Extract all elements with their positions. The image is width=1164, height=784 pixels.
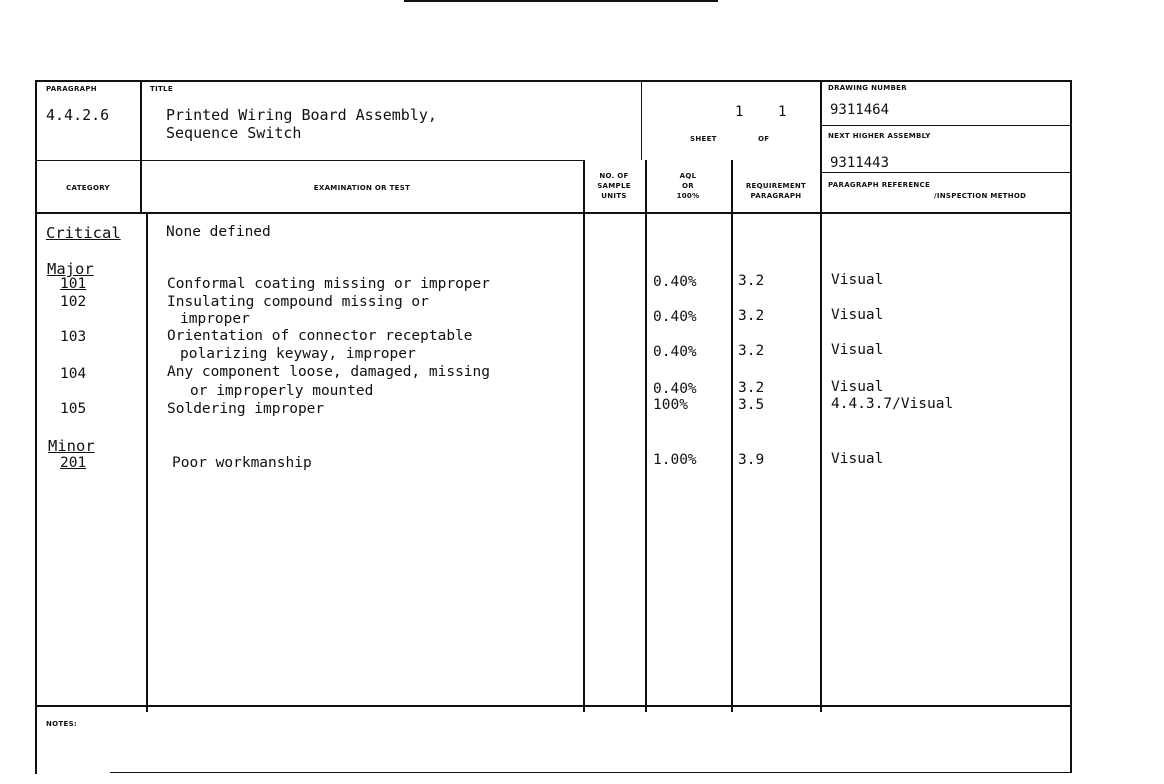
row-102-code: 102 [60,294,87,310]
row-201-desc: Poor workmanship [172,455,312,471]
row-102-aql: 0.40% [653,309,697,325]
next-higher-label: NEXT HIGHER ASSEMBLY [828,132,931,140]
col-sep-title [641,80,642,160]
requirement-header-1: REQUIREMENT [745,182,807,190]
header-divider [35,160,583,161]
examination-header: EXAMINATION OR TEST [313,184,411,192]
row-103-desc-1: Orientation of connector receptable [167,328,473,344]
category-critical: Critical [46,224,121,242]
row-105-code: 105 [60,401,87,417]
row-101-aql: 0.40% [653,274,697,290]
reference-header-1: PARAGRAPH REFERENCE [828,181,931,189]
frame-bottom [110,772,1072,773]
drawing-number-label: DRAWING NUMBER [828,84,907,92]
row-105-req: 3.5 [738,397,765,413]
title-line1: Printed Wiring Board Assembly, [166,106,437,124]
row-101-code: 101 [60,276,87,292]
row-102-desc-1: Insulating compound missing or [167,294,429,310]
col-sep-req [820,80,822,712]
row-104-desc-1: Any component loose, damaged, missing [167,364,491,380]
paragraph-label: PARAGRAPH [46,85,97,93]
row-201-method: Visual [831,451,884,467]
reference-header-2: /INSPECTION METHOD [934,192,1027,200]
sample-units-header-3: UNITS [601,192,627,200]
aql-header-1: AQL [679,172,697,180]
row-201-req: 3.9 [738,452,765,468]
col-sep-category [140,80,142,214]
frame-right [1070,80,1072,772]
sheet-total: 1 [778,104,787,120]
paragraph-value: 4.4.2.6 [46,106,110,124]
row-104-req: 3.2 [738,380,765,396]
sheet-label: SHEET [690,135,717,143]
col-sep-exam [583,160,585,712]
requirement-header-2: PARAGRAPH [750,192,802,200]
row-105-aql: 100% [653,397,688,413]
row-104-code: 104 [60,366,87,382]
top-rule [404,0,718,2]
column-header-bottom [35,212,1071,214]
row-101-desc: Conformal coating missing or improper [167,276,491,292]
next-higher-divider [820,172,1071,173]
title-label: TITLE [150,85,173,93]
row-102-method: Visual [831,307,884,323]
category-header: CATEGORY [66,184,110,192]
notes-label: NOTES: [46,720,78,728]
row-103-aql: 0.40% [653,344,697,360]
row-105-desc: Soldering improper [167,401,325,417]
title-line2: Sequence Switch [166,124,302,142]
drawing-number: 9311464 [830,102,890,118]
sheet-number: 1 [735,104,744,120]
row-104-aql: 0.40% [653,381,697,397]
critical-description: None defined [166,224,271,240]
col-sep-aql [731,160,733,712]
row-102-req: 3.2 [738,308,765,324]
row-201-aql: 1.00% [653,452,697,468]
frame-left [35,80,37,774]
row-201-code: 201 [60,455,87,471]
col-sep-sample [645,160,647,712]
notes-top [35,705,1071,707]
category-minor: Minor [48,437,95,455]
row-105-method: 4.4.3.7/Visual [831,396,954,412]
category-major: Major [47,260,94,278]
row-103-desc-2: polarizing keyway, improper [180,346,416,362]
row-103-req: 3.2 [738,343,765,359]
row-104-desc-2: or improperly mounted [190,383,374,399]
row-102-desc-2: improper [180,311,250,327]
of-label: OF [758,135,770,143]
col-sep-category-body [146,214,148,712]
row-103-code: 103 [60,329,87,345]
drawing-divider [820,125,1071,126]
row-101-req: 3.2 [738,273,765,289]
aql-header-2: OR [682,182,694,190]
row-104-method: Visual [831,379,884,395]
frame-top [35,80,1071,82]
sample-units-header-2: SAMPLE [597,182,631,190]
row-101-method: Visual [831,272,884,288]
row-103-method: Visual [831,342,884,358]
next-higher-value: 9311443 [830,155,890,171]
sample-units-header-1: NO. OF [599,172,629,180]
aql-header-3: 100% [676,192,700,200]
